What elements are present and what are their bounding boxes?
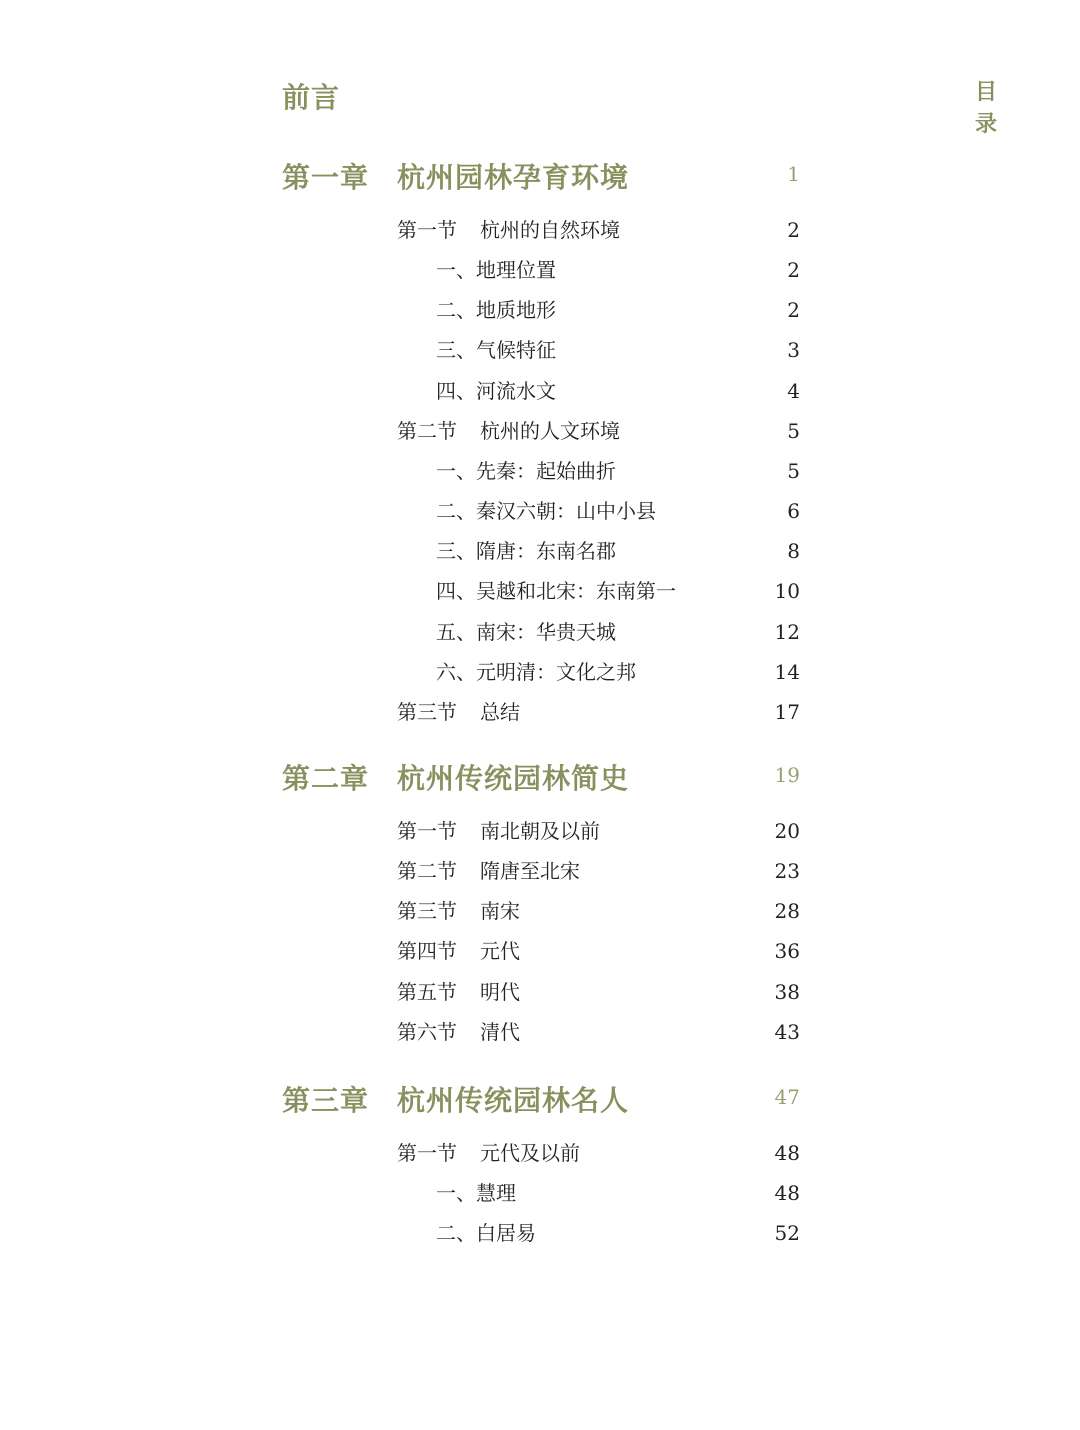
entry-page-number: 48: [774, 1181, 800, 1205]
section-number: 第五节: [397, 980, 457, 1004]
subsection-title: 一、先秦：起始曲折: [436, 459, 616, 483]
section-entry[interactable]: [397, 216, 802, 244]
entry-page-number: 20: [774, 819, 800, 843]
section-entry[interactable]: [397, 857, 802, 885]
subsection-title: 一、慧理: [436, 1181, 516, 1205]
entry-page-number: 4: [787, 379, 800, 403]
entry-page-number: 38: [774, 980, 800, 1004]
chapter-page-number: 47: [774, 1085, 800, 1109]
entry-page-number: 8: [787, 539, 800, 563]
chapter-number: 第一章: [282, 161, 370, 194]
chapter-number: 第二章: [282, 762, 370, 795]
section-title: 明代: [480, 980, 520, 1004]
entry-page-number: 52: [774, 1221, 800, 1245]
section-title: 元代: [480, 939, 520, 963]
chapter-heading[interactable]: [282, 757, 802, 797]
entry-page-number: 12: [774, 620, 800, 644]
section-title: 南北朝及以前: [480, 819, 600, 843]
section-entry[interactable]: [397, 1018, 802, 1046]
subsection-title: 六、元明清：文化之邦: [436, 660, 636, 684]
subsection-entry[interactable]: [397, 457, 802, 485]
section-title: 杭州的人文环境: [480, 419, 620, 443]
chapter-heading[interactable]: [282, 156, 802, 196]
subsection-entry[interactable]: [397, 377, 802, 405]
subsection-title: 一、地理位置: [436, 258, 556, 282]
subsection-title: 三、气候特征: [436, 338, 556, 362]
side-title-char-1: 目: [974, 79, 997, 105]
section-title: 总结: [480, 700, 520, 724]
subsection-entry[interactable]: [397, 296, 802, 324]
section-entry[interactable]: [397, 897, 802, 925]
entry-page-number: 5: [787, 459, 800, 483]
subsection-entry[interactable]: [397, 658, 802, 686]
entry-page-number: 3: [787, 338, 800, 362]
section-entry[interactable]: [397, 698, 802, 726]
entry-page-number: 2: [787, 298, 800, 322]
section-entry[interactable]: [397, 978, 802, 1006]
section-title: 杭州的自然环境: [480, 218, 620, 242]
subsection-title: 二、白居易: [436, 1221, 536, 1245]
section-entry[interactable]: [397, 417, 802, 445]
side-title-char-2: 录: [974, 111, 997, 137]
preface-link[interactable]: 前言: [282, 81, 341, 114]
section-number: 第一节: [397, 819, 457, 843]
subsection-title: 二、秦汉六朝：山中小县: [436, 499, 656, 523]
subsection-entry[interactable]: [397, 497, 802, 525]
entry-page-number: 5: [787, 419, 800, 443]
entry-page-number: 6: [787, 499, 800, 523]
section-entry[interactable]: [397, 937, 802, 965]
section-number: 第一节: [397, 218, 457, 242]
subsection-title: 四、河流水文: [436, 379, 556, 403]
section-title: 元代及以前: [480, 1141, 580, 1165]
entry-page-number: 48: [774, 1141, 800, 1165]
section-number: 第二节: [397, 859, 457, 883]
entry-page-number: 28: [774, 899, 800, 923]
subsection-entry[interactable]: [397, 1219, 802, 1247]
entry-page-number: 2: [787, 258, 800, 282]
entry-page-number: 2: [787, 218, 800, 242]
section-title: 隋唐至北宋: [480, 859, 580, 883]
subsection-title: 五、南宋：华贵天城: [436, 620, 616, 644]
subsection-title: 二、地质地形: [436, 298, 556, 322]
chapter-number: 第三章: [282, 1084, 370, 1117]
subsection-entry[interactable]: [397, 256, 802, 284]
section-number: 第二节: [397, 419, 457, 443]
section-title: 清代: [480, 1020, 520, 1044]
subsection-entry[interactable]: [397, 618, 802, 646]
chapter-title: 杭州传统园林名人: [397, 1084, 630, 1117]
section-number: 第三节: [397, 899, 457, 923]
section-number: 第一节: [397, 1141, 457, 1165]
chapter-page-number: 19: [774, 763, 800, 787]
section-number: 第三节: [397, 700, 457, 724]
chapter-title: 杭州园林孕育环境: [397, 161, 630, 194]
chapter-heading[interactable]: [282, 1079, 802, 1119]
section-entry[interactable]: [397, 1139, 802, 1167]
subsection-entry[interactable]: [397, 577, 802, 605]
entry-page-number: 36: [774, 939, 800, 963]
subsection-entry[interactable]: [397, 336, 802, 364]
subsection-title: 三、隋唐：东南名郡: [436, 539, 616, 563]
toc-side-title: [974, 76, 998, 140]
entry-page-number: 10: [774, 579, 800, 603]
entry-page-number: 43: [774, 1020, 800, 1044]
entry-page-number: 14: [774, 660, 800, 684]
subsection-title: 四、吴越和北宋：东南第一: [436, 579, 676, 603]
chapter-page-number: 1: [787, 162, 800, 186]
entry-page-number: 23: [774, 859, 800, 883]
section-entry[interactable]: [397, 817, 802, 845]
section-number: 第四节: [397, 939, 457, 963]
subsection-entry[interactable]: [397, 537, 802, 565]
entry-page-number: 17: [774, 700, 800, 724]
chapter-title: 杭州传统园林简史: [397, 762, 630, 795]
section-title: 南宋: [480, 899, 520, 923]
section-number: 第六节: [397, 1020, 457, 1044]
subsection-entry[interactable]: [397, 1179, 802, 1207]
